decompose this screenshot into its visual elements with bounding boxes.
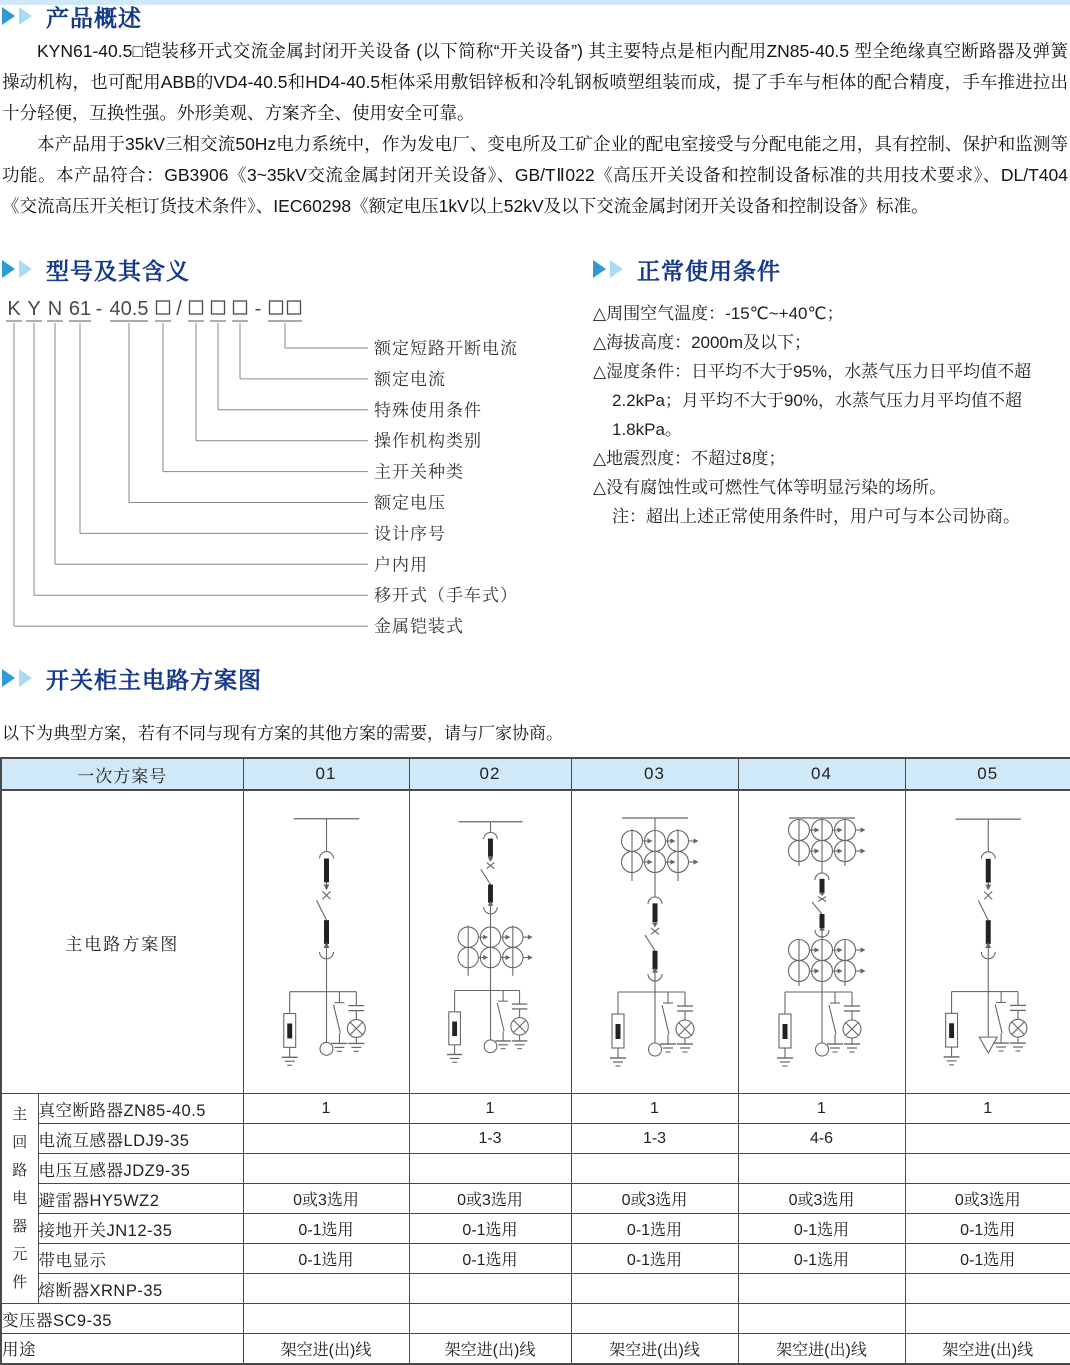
component-row-value [243, 1124, 409, 1154]
component-row-value: 0-1选用 [243, 1214, 409, 1244]
svg-text:金属铠装式: 金属铠装式 [374, 617, 464, 637]
section-overview-title: 产品概述 [46, 4, 142, 31]
section-model-header [2, 253, 190, 285]
header-scheme-04: 04 [738, 758, 905, 790]
component-row-label: 带电显示 [38, 1244, 243, 1274]
svg-text:Y: Y [27, 298, 41, 320]
section-schemes-header [2, 662, 262, 694]
component-row-value: 0或3选用 [738, 1184, 905, 1214]
component-row-value [571, 1154, 738, 1184]
component-row [1, 1304, 1070, 1334]
scheme-02-one-line-diagram [410, 792, 571, 1092]
component-row [1, 1154, 1070, 1184]
overview-paragraphs [2, 36, 1068, 222]
component-row-value: 架空进(出)线 [243, 1334, 409, 1364]
section-arrow-icon [593, 260, 606, 278]
component-row-value: 0或3选用 [571, 1184, 738, 1214]
component-row-value [409, 1154, 571, 1184]
header-scheme-05: 05 [905, 758, 1070, 790]
component-row-value [243, 1274, 409, 1304]
component-row-label: 熔断器XRNP-35 [38, 1274, 243, 1304]
component-row-value: 0-1选用 [571, 1214, 738, 1244]
component-row-value: 1 [409, 1094, 571, 1124]
component-row-value: 0或3选用 [409, 1184, 571, 1214]
schemes-intro-text: 以下为典型方案，若有不同与现有方案的其他方案的需要，请与厂家协商。 [2, 724, 563, 743]
svg-text:操作机构类别: 操作机构类别 [374, 431, 482, 451]
component-row-value: 0-1选用 [738, 1244, 905, 1274]
scheme-05-one-line-diagram [906, 792, 1070, 1092]
component-row-value [409, 1274, 571, 1304]
overview-paragraph-1: KYN61-40.5□铠装移开式交流金属封闭开关设备 (以下简称“开关设备”) 其主要特点是柜内配用ZN85-40.5 型全绝缘真空断路器及弹簧操动机构，也可配用ABB的VD4-40.5和HD4-40.5柜体采用敷铝锌板和冷轧钢板喷塑组装而成，提了手车与柜体的配合精度，手车推进拉出十分轻便，互换性强。外形美观、方案齐全、使用安全可靠。 [2, 41, 1068, 123]
scheme-01-cell [243, 790, 409, 1094]
scheme-04-one-line-diagram [739, 792, 905, 1092]
section-arrow-icon [610, 260, 623, 278]
top-divider-strip [0, 0, 1070, 5]
header-scheme-03: 03 [571, 758, 738, 790]
section-overview-header [2, 0, 142, 32]
main-circuit-scheme-table [0, 757, 1070, 1365]
section-arrow-icon [2, 669, 15, 687]
section-arrow-icon [2, 7, 15, 25]
scheme-04-cell [738, 790, 905, 1094]
svg-text:-: - [95, 298, 103, 320]
component-row-value: 0-1选用 [409, 1244, 571, 1274]
condition-item: △地震烈度：不超过8度； [593, 449, 786, 468]
component-row [1, 1274, 1070, 1304]
svg-text:移开式（手车式）: 移开式（手车式） [374, 586, 518, 606]
section-arrow-icon [19, 7, 32, 25]
component-row-value: 架空进(出)线 [409, 1334, 571, 1364]
component-row-value [738, 1154, 905, 1184]
component-row-value: 1-3 [409, 1124, 571, 1154]
component-row [1, 1184, 1070, 1214]
model-meaning-diagram [0, 294, 550, 646]
condition-item: 1.8kPa。 [612, 420, 682, 439]
header-scheme-02: 02 [409, 758, 571, 790]
component-row-value: 1 [738, 1094, 905, 1124]
component-row-value [738, 1274, 905, 1304]
condition-item: △海拔高度：2000m及以下； [593, 333, 812, 352]
header-scheme-01: 01 [243, 758, 409, 790]
svg-text:额定短路开断电流: 额定短路开断电流 [374, 339, 518, 358]
component-row-value: 0-1选用 [571, 1244, 738, 1274]
svg-text:K: K [7, 298, 21, 320]
component-row [1, 1094, 1070, 1124]
condition-item: △周围空气温度：-15℃~+40℃； [593, 304, 844, 323]
component-row-value [243, 1154, 409, 1184]
condition-item: △湿度条件：日平均不大于95%，水蒸气压力日平均值不超 [593, 362, 1032, 381]
component-row-label: 接地开关JN12-35 [38, 1214, 243, 1244]
group-label-main-circuit-components: 主 回 路 电 器 元 件 [1, 1094, 38, 1304]
component-row-value: 架空进(出)线 [571, 1334, 738, 1364]
overview-paragraph-2: 本产品用于35kV三相交流50Hz电力系统中，作为发电厂、变电所及工矿企业的配电室接受与分配电能之用，具有控制、保护和监测等功能。本产品符合：GB3906《3~35kV交流金属封闭开关设备》、GB/TⅡ022《高压开关设备和控制设备标准的共用技术要求》、DL/T404《交流高压开关柜订货技术条件》、IEC60298《额定电压1kV以上52kV及以下交流金属封闭开关设备和控制设备》标准。 [2, 134, 1068, 216]
component-row-value: 4-6 [738, 1124, 905, 1154]
component-row-value: 1 [571, 1094, 738, 1124]
diagram-row [1, 790, 1070, 1094]
component-row-label: 电压互感器JDZ9-35 [38, 1154, 243, 1184]
condition-item: 注：超出上述正常使用条件时，用户可与本公司协商。 [612, 507, 1020, 526]
component-row-label: 电流互感器LDJ9-35 [38, 1124, 243, 1154]
section-model-title: 型号及其含义 [46, 257, 190, 284]
svg-text:-: - [254, 298, 262, 320]
component-row-value [571, 1274, 738, 1304]
component-row-value [905, 1124, 1070, 1154]
svg-text:/: / [176, 298, 182, 320]
svg-text:额定电流: 额定电流 [374, 369, 446, 389]
scheme-05-cell [905, 790, 1070, 1094]
component-row-value [905, 1274, 1070, 1304]
scheme-01-one-line-diagram [244, 792, 409, 1092]
component-row-label: 真空断路器ZN85-40.5 [38, 1094, 243, 1124]
component-row-value [905, 1304, 1070, 1334]
svg-text:设计序号: 设计序号 [374, 524, 446, 544]
condition-item: 2.2kPa；月平均不大于90%，水蒸气压力月平均值不超 [612, 391, 1022, 410]
svg-text:户内用: 户内用 [374, 555, 428, 575]
section-conditions-header [593, 253, 781, 285]
component-row-value [243, 1304, 409, 1334]
component-row [1, 1124, 1070, 1154]
component-row-value: 架空进(出)线 [738, 1334, 905, 1364]
section-schemes-title: 开关柜主电路方案图 [46, 666, 262, 693]
component-row-value [571, 1304, 738, 1334]
component-row-value: 0-1选用 [409, 1214, 571, 1244]
section-arrow-icon [2, 260, 15, 278]
component-row-value [905, 1154, 1070, 1184]
table-header-row [1, 758, 1070, 790]
scheme-03-one-line-diagram [572, 792, 738, 1092]
component-row-value: 1 [243, 1094, 409, 1124]
section-arrow-icon [19, 260, 32, 278]
component-row-value: 1 [905, 1094, 1070, 1124]
component-row-value: 1-3 [571, 1124, 738, 1154]
component-row-value: 0或3选用 [905, 1184, 1070, 1214]
section-arrow-icon [19, 669, 32, 687]
scheme-03-cell [571, 790, 738, 1094]
condition-item: △没有腐蚀性或可燃性气体等明显污染的场所。 [593, 478, 947, 497]
component-row-value: 0-1选用 [905, 1244, 1070, 1274]
component-row-label: 变压器SC9-35 [1, 1304, 243, 1334]
component-row-value [738, 1304, 905, 1334]
diagram-row-label: 主电路方案图 [1, 790, 243, 1094]
header-scheme-number: 一次方案号 [1, 758, 243, 790]
component-row [1, 1334, 1070, 1364]
section-conditions-title: 正常使用条件 [637, 257, 781, 284]
svg-text:61: 61 [68, 298, 92, 320]
svg-text:40.5: 40.5 [109, 298, 149, 320]
svg-text:额定电压: 额定电压 [374, 493, 446, 513]
scheme-02-cell [409, 790, 571, 1094]
component-row-label: 避雷器HY5WZ2 [38, 1184, 243, 1214]
component-row [1, 1244, 1070, 1274]
component-row-value: 架空进(出)线 [905, 1334, 1070, 1364]
component-row-value: 0-1选用 [243, 1244, 409, 1274]
svg-text:主开关种类: 主开关种类 [374, 462, 464, 482]
svg-text:特殊使用条件: 特殊使用条件 [374, 400, 482, 420]
component-row-label: 用途 [1, 1334, 243, 1364]
component-row-value: 0或3选用 [243, 1184, 409, 1214]
component-row [1, 1214, 1070, 1244]
component-row-value: 0-1选用 [738, 1214, 905, 1244]
component-row-value: 0-1选用 [905, 1214, 1070, 1244]
component-row-value [409, 1304, 571, 1334]
svg-text:N: N [47, 298, 63, 320]
conditions-list [593, 299, 1070, 531]
